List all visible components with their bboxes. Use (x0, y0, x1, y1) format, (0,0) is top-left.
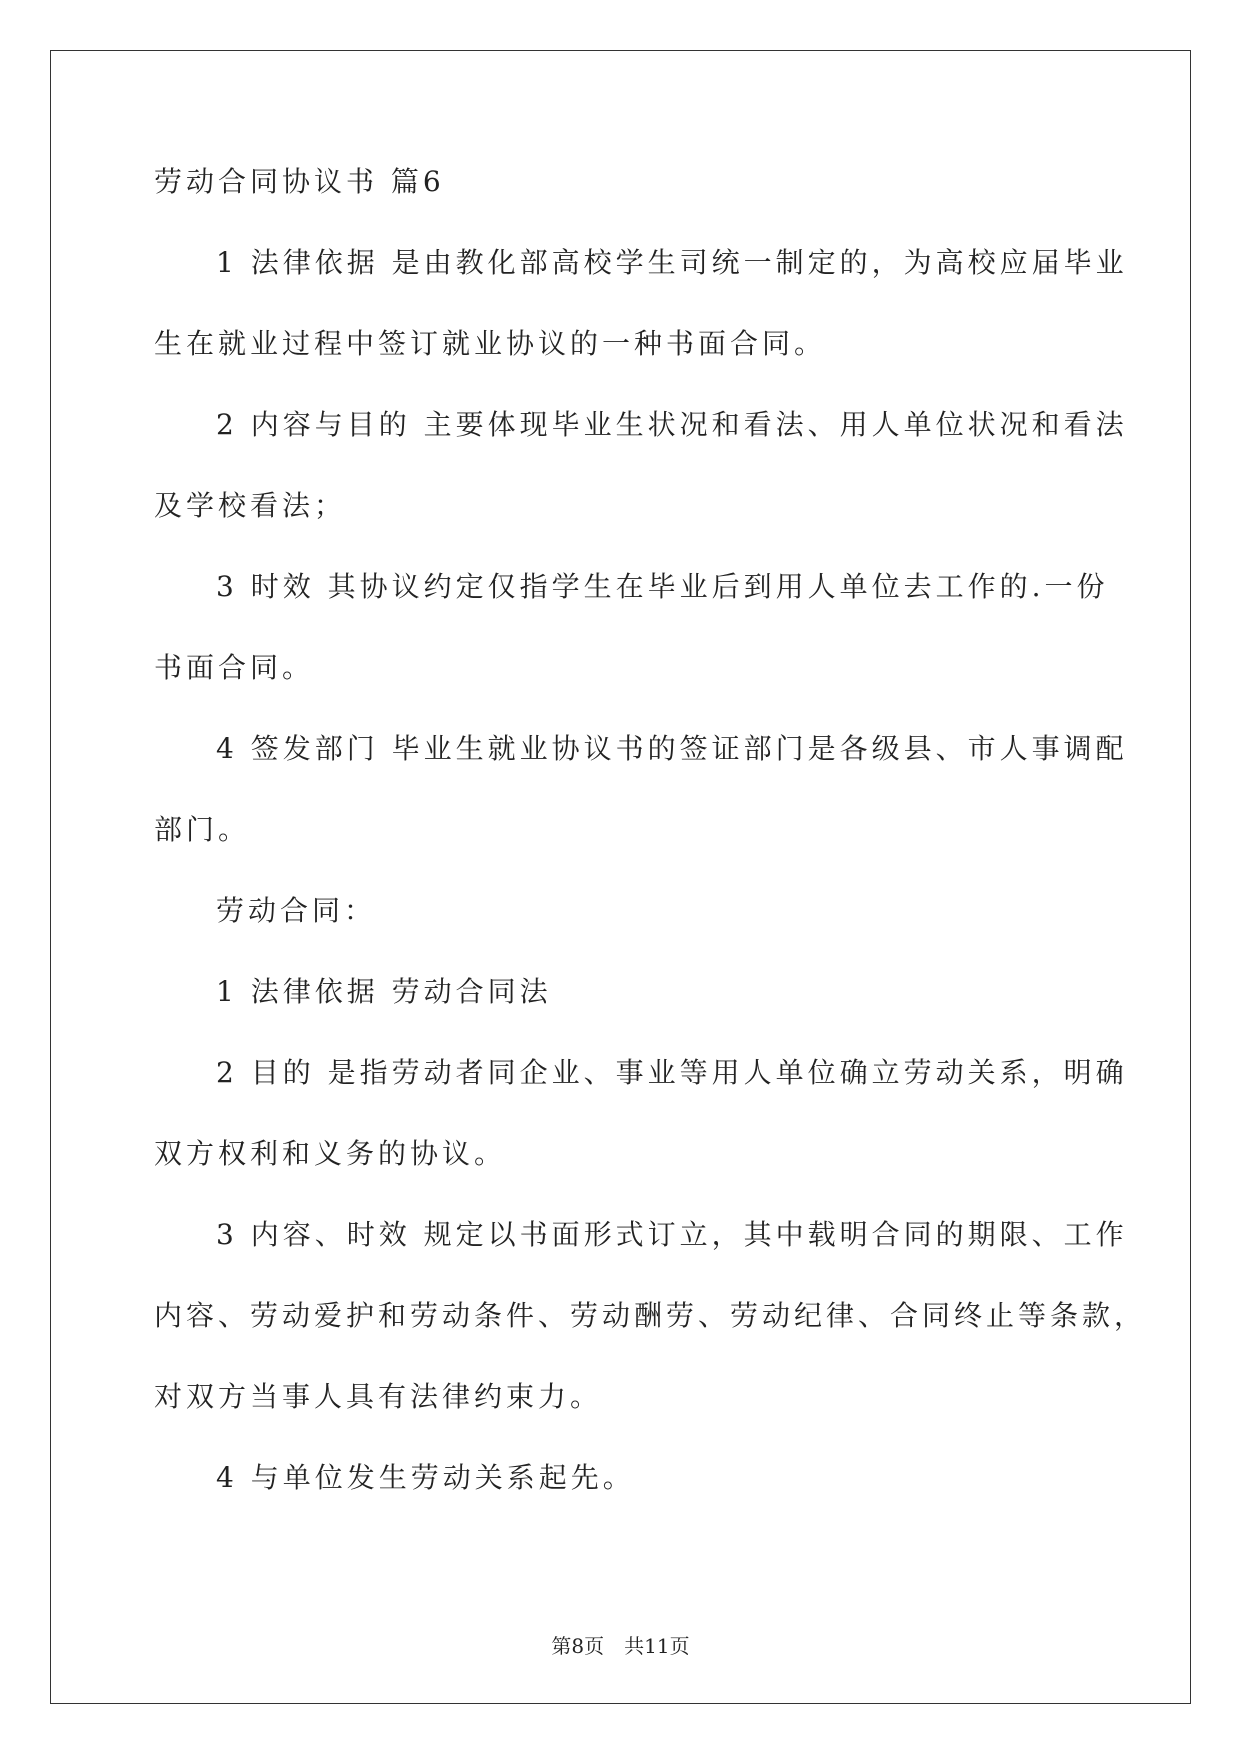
paragraph-line: 2 内容与目的 主要体现毕业生状况和看法、用人单位状况和看法 (216, 408, 1128, 441)
paragraph-line: 双方权利和义务的协议。 (154, 1137, 507, 1170)
paragraph-line: 1 法律依据 是由教化部高校学生司统一制定的，为高校应届毕业 (216, 246, 1128, 279)
paragraph-line: 部门。 (154, 813, 251, 846)
paragraph-line: 1 法律依据 劳动合同法 (216, 975, 552, 1008)
paragraph-line: 2 目的 是指劳动者同企业、事业等用人单位确立劳动关系，明确 (216, 1056, 1128, 1089)
paragraph-line: 及学校看法； (154, 489, 347, 522)
page-number-footer: 第8页 共11页 (551, 1634, 690, 1658)
document-title: 劳动合同协议书 篇6 (154, 165, 445, 198)
document-body (154, 164, 1147, 1541)
paragraph-line: 3 内容、时效 规定以书面形式订立，其中载明合同的期限、工作 (216, 1218, 1128, 1251)
paragraph-line: 生在就业过程中签订就业协议的一种书面合同。 (154, 327, 827, 360)
paragraph-line: 4 签发部门 毕业生就业协议书的签证部门是各级县、市人事调配 (216, 732, 1128, 765)
paragraph-line: 3 时效 其协议约定仅指学生在毕业后到用人单位去工作的.一份 (216, 570, 1109, 603)
paragraph-line: 内容、劳动爱护和劳动条件、劳动酬劳、劳动纪律、合同终止等条款， (154, 1299, 1147, 1332)
paragraph-line: 4 与单位发生劳动关系起先。 (216, 1461, 635, 1494)
section-heading: 劳动合同： (216, 894, 377, 927)
paragraph-line: 书面合同。 (154, 651, 315, 684)
paragraph-line: 对双方当事人具有法律约束力。 (154, 1380, 603, 1413)
